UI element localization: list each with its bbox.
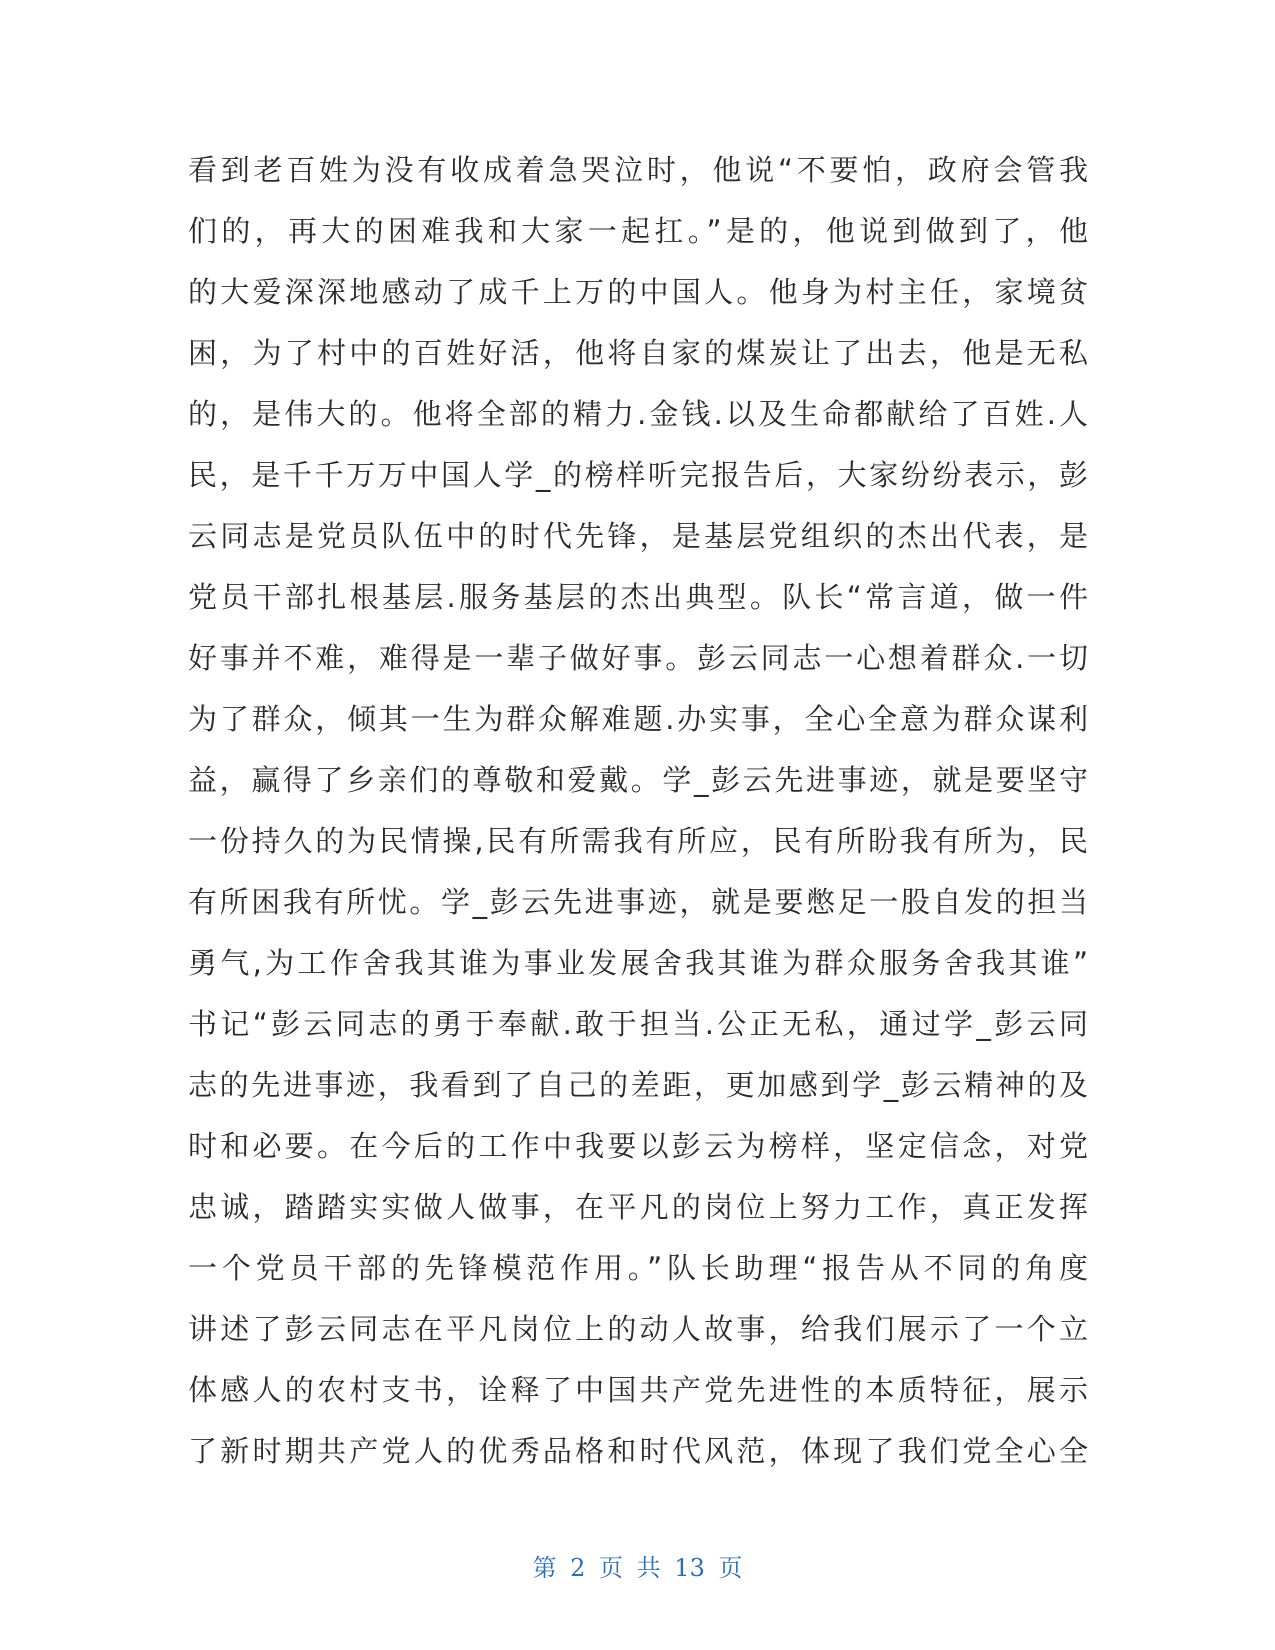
page-number-footer: 第 2 页 共 13 页 [532, 1554, 743, 1582]
body-line: 体感人的农村支书，诠释了中国共产党先进性的本质特征，展示 [188, 1373, 1088, 1407]
body-line: 忠诚，踏踏实实做人做事，在平凡的岗位上努力工作，真正发挥 [188, 1190, 1088, 1224]
body-line: 看到老百姓为没有收成着急哭泣时，他说“不要怕，政府会管我 [188, 153, 1088, 187]
body-line: 的，是伟大的。他将全部的精力.金钱.以及生命都献给了百姓.人 [188, 397, 1088, 431]
body-line: 一个党员干部的先锋模范作用。”队长助理“报告从不同的角度 [188, 1251, 1088, 1285]
body-line: 益，赢得了乡亲们的尊敬和爱戴。学_彭云先进事迹，就是要坚守 [188, 763, 1088, 797]
body-line: 讲述了彭云同志在平凡岗位上的动人故事，给我们展示了一个立 [188, 1312, 1088, 1346]
body-line: 的大爱深深地感动了成千上万的中国人。他身为村主任，家境贫 [188, 275, 1088, 309]
document-body [188, 140, 1088, 1482]
body-line: 云同志是党员队伍中的时代先锋，是基层党组织的杰出代表，是 [188, 519, 1088, 553]
body-line: 党员干部扎根基层.服务基层的杰出典型。队长“常言道，做一件 [188, 580, 1088, 614]
body-line: 有所困我有所忧。学_彭云先进事迹，就是要憋足一股自发的担当 [188, 885, 1088, 919]
body-line: 勇气,为工作舍我其谁为事业发展舍我其谁为群众服务舍我其谁” [188, 946, 1088, 980]
body-line: 了新时期共产党人的优秀品格和时代风范，体现了我们党全心全 [188, 1434, 1088, 1468]
body-line: 民，是千千万万中国人学_的榜样听完报告后，大家纷纷表示，彭 [188, 458, 1088, 492]
body-line: 好事并不难，难得是一辈子做好事。彭云同志一心想着群众.一切 [188, 641, 1088, 675]
body-line: 一份持久的为民情操,民有所需我有所应，民有所盼我有所为，民 [188, 824, 1088, 858]
body-line: 们的，再大的困难我和大家一起扛。”是的，他说到做到了，他 [188, 214, 1088, 248]
body-line: 困，为了村中的百姓好活，他将自家的煤炭让了出去，他是无私 [188, 336, 1088, 370]
body-line: 为了群众，倾其一生为群众解难题.办实事，全心全意为群众谋利 [188, 702, 1088, 736]
body-line: 志的先进事迹，我看到了自己的差距，更加感到学_彭云精神的及 [188, 1068, 1088, 1102]
body-line: 时和必要。在今后的工作中我要以彭云为榜样，坚定信念，对党 [188, 1129, 1088, 1163]
body-line: 书记“彭云同志的勇于奉献.敢于担当.公正无私，通过学_彭云同 [188, 1007, 1088, 1041]
